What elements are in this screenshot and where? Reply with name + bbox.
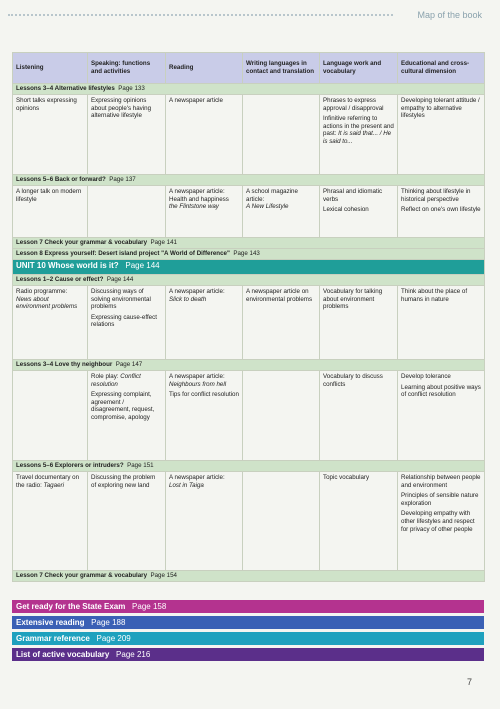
cell-text: Discussing ways of solving environmental problems xyxy=(91,288,151,311)
col-language: Language work and vocabulary xyxy=(320,53,398,84)
unit-page: Page 144 xyxy=(125,261,160,270)
cell-writing xyxy=(243,95,320,175)
cell-text-part: A newspaper article: xyxy=(169,474,225,481)
cell-text: Principles of sensible nature exploration xyxy=(401,492,479,507)
cell-text-italic: Tagaeri xyxy=(43,481,64,489)
dotted-rule xyxy=(8,14,393,18)
col-educational: Educational and cross-cultural dimension xyxy=(398,53,485,84)
cell-listening xyxy=(13,286,88,360)
cell-writing xyxy=(243,186,320,238)
cell-text-part: Radio programme: xyxy=(16,288,68,295)
grammar-reference-band xyxy=(12,632,484,645)
extensive-reading-band xyxy=(12,616,484,629)
table-row xyxy=(13,472,485,571)
lesson-page: Page 137 xyxy=(109,176,136,183)
band-label: List of active vocabulary xyxy=(16,650,110,659)
col-speaking: Speaking: functions and activities xyxy=(88,53,166,84)
cell-text xyxy=(169,373,239,388)
state-exam-band xyxy=(12,600,484,613)
cell-writing: A newspaper article on environmental problems xyxy=(243,286,320,360)
cell-text: Phrasal and idiomatic verbs xyxy=(323,188,383,203)
lesson-page: Page 154 xyxy=(150,572,177,579)
col-writing: Writing languages in contact and translation xyxy=(243,53,320,84)
lesson-row xyxy=(13,571,485,582)
cell-reading: A newspaper article xyxy=(166,95,243,175)
cell-listening: A longer talk on modern lifestyle xyxy=(13,186,88,238)
lesson-page: Page 133 xyxy=(118,85,145,92)
page-number: 7 xyxy=(466,677,472,687)
cell-speaking: Discussing the problem of exploring new land xyxy=(88,472,166,571)
cell-educational: Developing tolerant attitude / empathy to alternative lifestyles xyxy=(398,95,485,175)
lesson-row xyxy=(13,360,485,371)
cell-text-part: Role play: xyxy=(91,373,121,380)
top-bar xyxy=(0,0,500,34)
cell-text-part: A school magazine article: xyxy=(246,188,298,203)
cell-text xyxy=(323,115,394,145)
cell-educational xyxy=(398,186,485,238)
table-row xyxy=(13,95,485,175)
cell-language: Vocabulary for talking about environment problems xyxy=(320,286,398,360)
cell-text-part: Travel documentary on the radio: xyxy=(16,474,80,489)
lesson-row xyxy=(13,84,485,95)
cell-text-italic: Lost in Taiga xyxy=(169,481,204,489)
cell-text: Reflect on one's own lifestyle xyxy=(401,206,481,214)
cell-text: Develop tolerance xyxy=(401,373,451,380)
cell-text-part: A newspaper article: Health and happiness xyxy=(169,188,229,203)
cell-listening xyxy=(13,472,88,571)
band-page: Page 216 xyxy=(116,650,151,659)
map-table xyxy=(12,52,485,582)
table-row xyxy=(13,286,485,360)
lesson-page: Page 144 xyxy=(106,276,134,283)
col-reading: Reading xyxy=(166,53,243,84)
lesson-row xyxy=(13,175,485,186)
cell-text: Expressing cause-effect relations xyxy=(91,313,157,329)
cell-reading xyxy=(166,286,243,360)
page-title: Map of the book xyxy=(417,10,482,20)
cell-text-italic: A New Lifestyle xyxy=(246,203,289,211)
cell-text-italic: Neighbours from hell xyxy=(169,380,227,388)
cell-text: Thinking about lifestyle in historical perspective xyxy=(401,188,471,203)
cell-educational: Think about the place of humans in nature xyxy=(398,286,485,360)
cell-language xyxy=(320,95,398,175)
active-vocabulary-band xyxy=(12,648,484,661)
cell-reading xyxy=(166,186,243,238)
cell-speaking xyxy=(88,286,166,360)
band-label: Get ready for the State Exam xyxy=(16,602,126,611)
col-listening: Listening xyxy=(13,53,88,84)
lesson-page: Page 147 xyxy=(115,361,143,368)
cell-educational xyxy=(398,472,485,571)
lesson-row xyxy=(13,249,485,260)
cell-language: Topic vocabulary xyxy=(320,472,398,571)
cell-text: Lexical cohesion xyxy=(323,206,369,214)
band-label: Grammar reference xyxy=(16,634,90,643)
lesson-label: Lessons 5–6 Back or forward? xyxy=(16,176,106,183)
lesson-label: Lesson 7 Check your grammar & vocabulary xyxy=(16,239,148,246)
cell-language: Vocabulary to discuss conflicts xyxy=(320,371,398,461)
band-page: Page 209 xyxy=(96,634,131,643)
cell-text xyxy=(91,373,162,388)
lesson-row xyxy=(13,275,485,286)
cell-text: Learning about positive ways of conflict resolution xyxy=(401,383,481,399)
header-row xyxy=(13,53,485,84)
cell-text-part: Infinitive referring to actions in the present and past: xyxy=(323,115,394,138)
lesson-label: Lessons 1–2 Cause or effect? xyxy=(16,276,104,283)
cell-reading xyxy=(166,371,243,461)
lesson-label: Lessons 3–4 Alternative lifestyles xyxy=(16,85,115,92)
unit-row xyxy=(13,260,485,275)
cell-speaking: Expressing opinions about people's having alternative lifestyle xyxy=(88,95,166,175)
cell-text-italic: Conflict resolution xyxy=(91,373,141,388)
lesson-page: Page 151 xyxy=(127,462,154,469)
cell-text: Developing empathy with other lifestyles and respect for privacy of other people xyxy=(401,510,475,533)
cell-text-italic: It is said that... / He is said to... xyxy=(323,130,392,145)
lesson-label: Lessons 5–6 Explorers or intruders? xyxy=(16,462,124,469)
lesson-label: Lessons 3–4 Love thy neighbour xyxy=(16,361,113,368)
cell-text: Expressing complaint, agreement / disagreement, request, compromise, apology xyxy=(91,391,155,421)
cell-text: Tips for conflict resolution xyxy=(169,391,239,399)
lesson-row xyxy=(13,461,485,472)
cell-listening: Short talks expressing opinions xyxy=(13,95,88,175)
cell-writing xyxy=(243,371,320,461)
cell-listening xyxy=(13,371,88,461)
band-page: Page 188 xyxy=(91,618,126,627)
cell-speaking xyxy=(88,186,166,238)
cell-reading xyxy=(166,472,243,571)
lesson-label: Lesson 7 Check your grammar & vocabulary xyxy=(16,572,148,579)
lesson-page: Page 143 xyxy=(233,250,260,257)
cell-text-italic: the Flintstone way xyxy=(169,203,219,211)
lesson-row xyxy=(13,238,485,249)
cell-text-part: A newspaper article: xyxy=(169,288,225,295)
cell-language xyxy=(320,186,398,238)
cell-speaking xyxy=(88,371,166,461)
cell-educational xyxy=(398,371,485,461)
cell-text-italic: News about environment problems xyxy=(16,295,78,311)
table-row xyxy=(13,371,485,461)
cell-text: Phrases to express approval / disapproval xyxy=(323,97,384,112)
band-label: Extensive reading xyxy=(16,618,85,627)
table-row xyxy=(13,186,485,238)
lesson-page: Page 141 xyxy=(150,239,177,246)
cell-text-italic: Slick to death xyxy=(169,295,207,303)
cell-writing xyxy=(243,472,320,571)
cell-text: Relationship between people and environment xyxy=(401,474,481,489)
band-page: Page 158 xyxy=(132,602,167,611)
cell-text-part: A newspaper article: xyxy=(169,373,225,380)
unit-title: UNIT 10 Whose world is it? xyxy=(16,261,119,270)
lesson-label: Lesson 8 Express yourself: Desert island project "A World of Difference" xyxy=(16,250,230,257)
map-table-wrapper xyxy=(12,52,484,582)
